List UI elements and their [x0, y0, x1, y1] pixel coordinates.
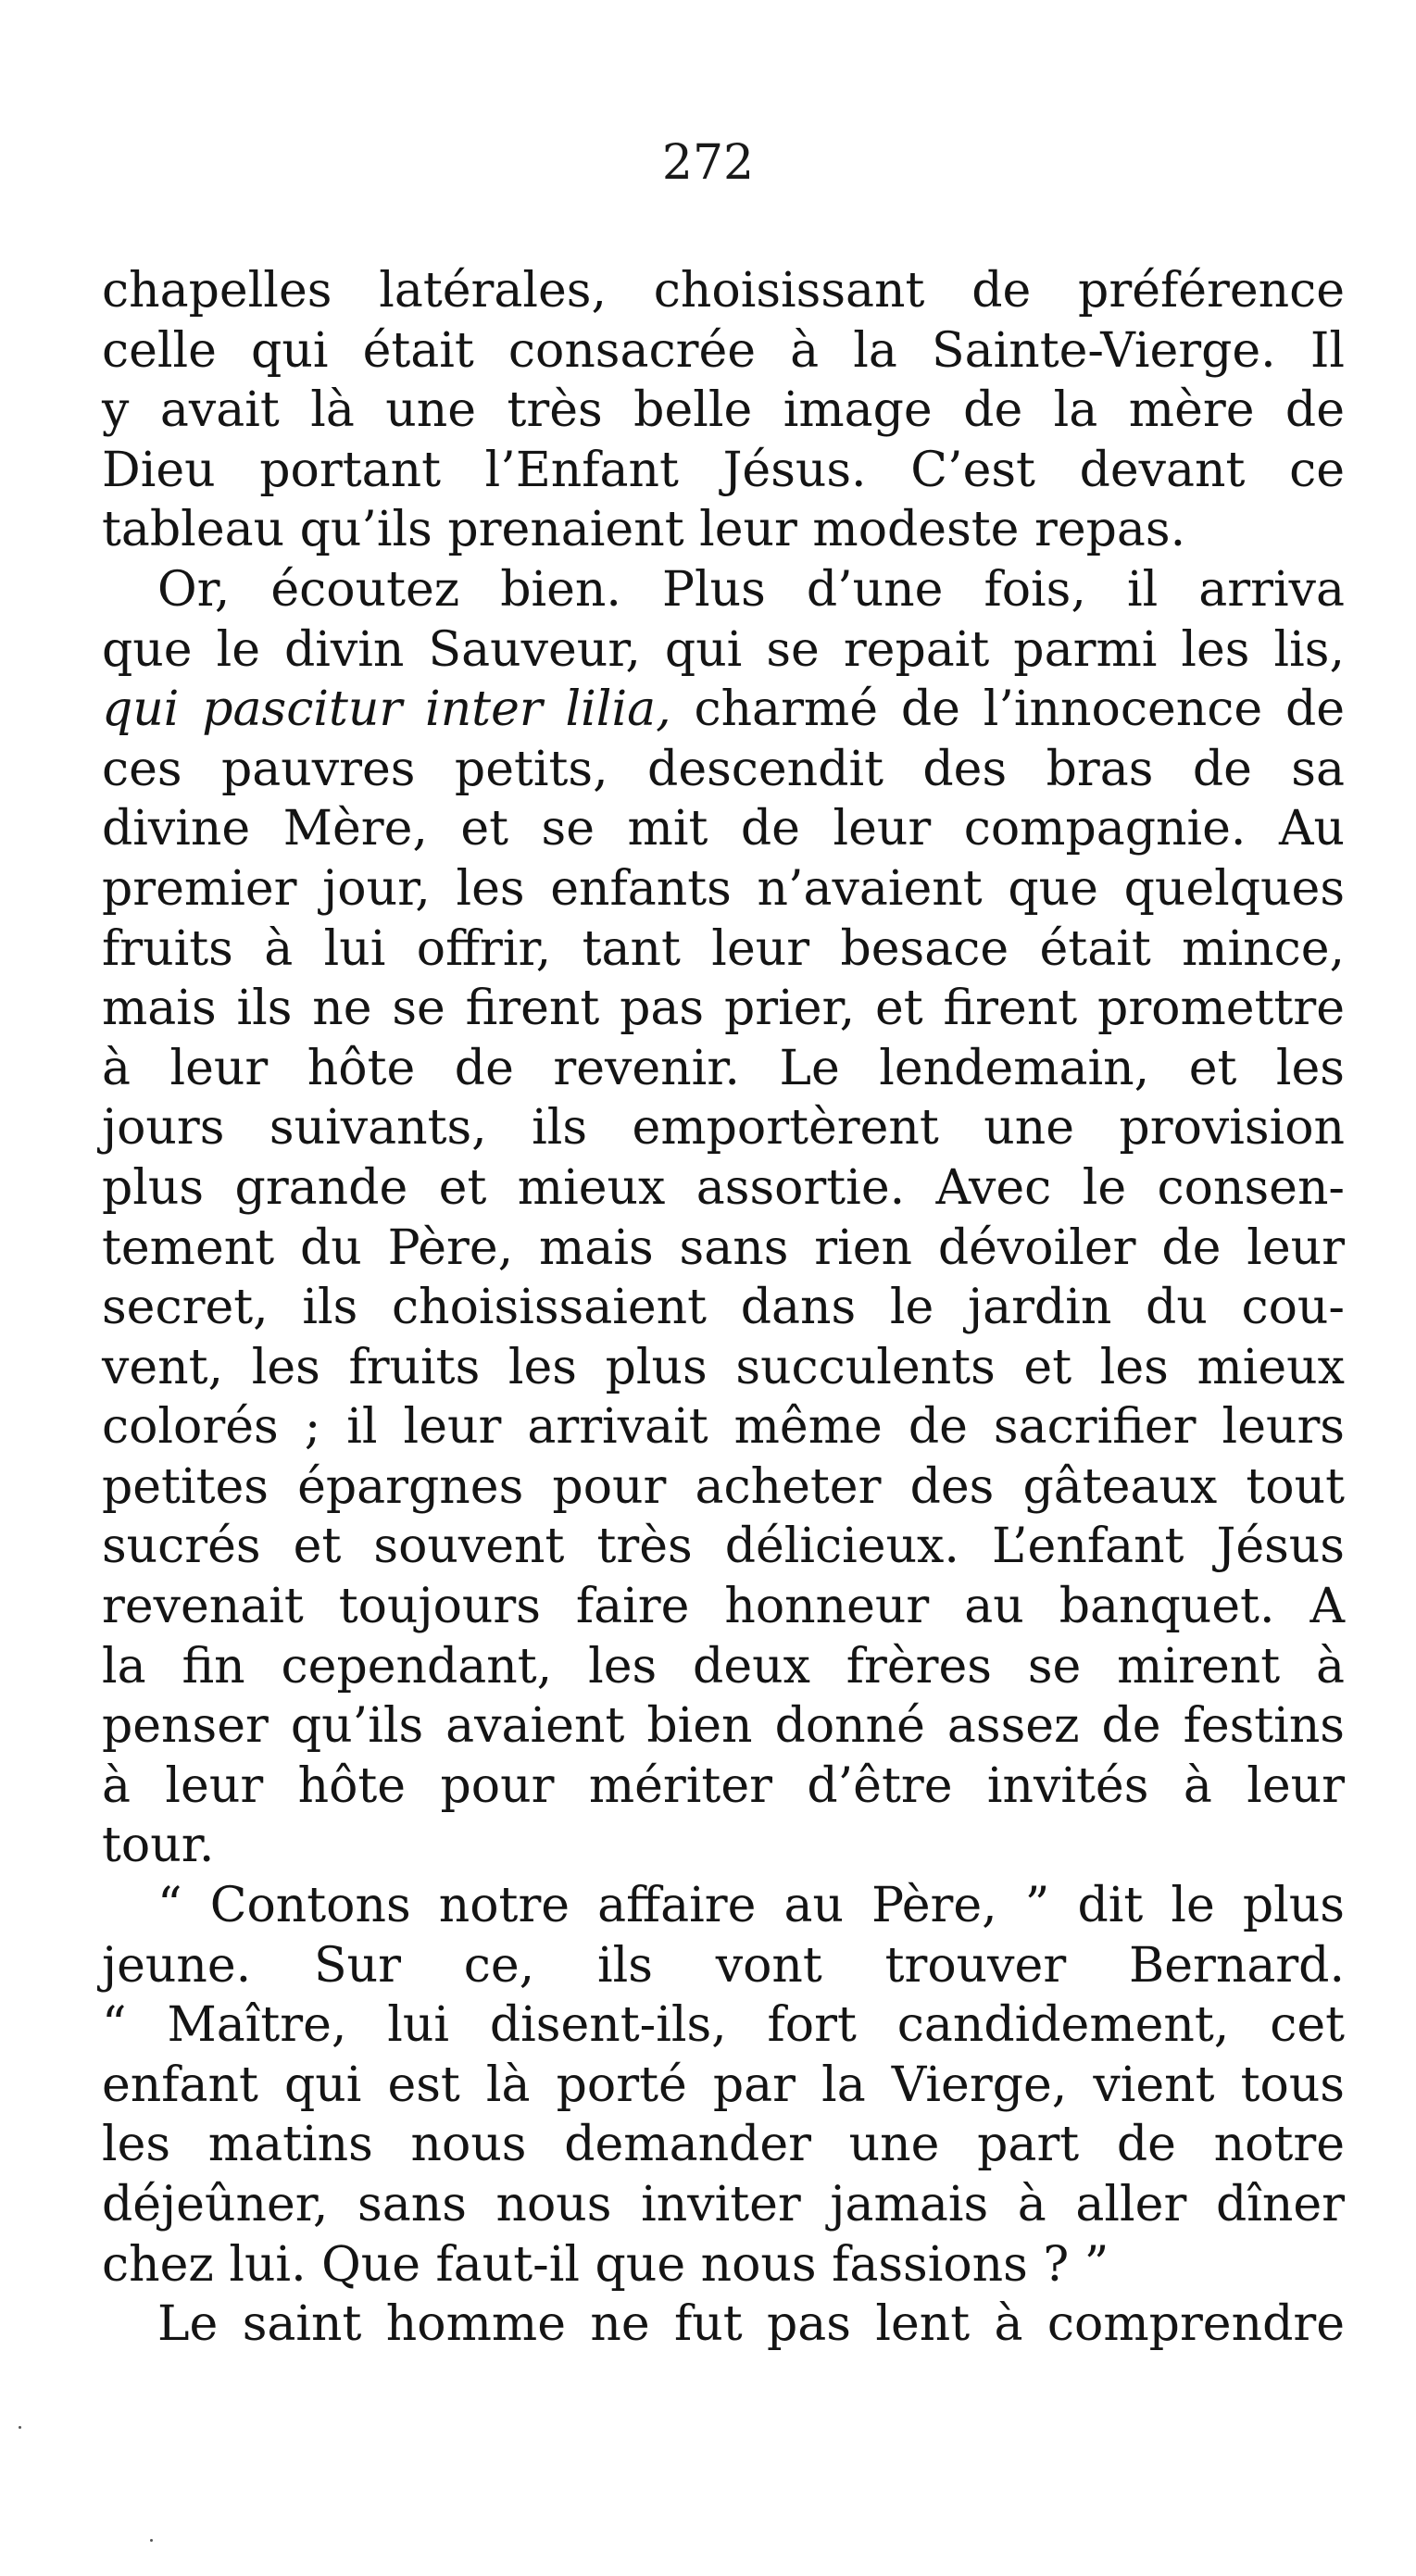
- line-text: plus grande et mieux assortie. Avec le consen-: [102, 1159, 1345, 1216]
- line-text: sucrés et souvent très délicieux. L’enfant Jésus: [102, 1519, 1345, 1575]
- text-line: [102, 1039, 1345, 1099]
- line-text: colorés ; il leur arrivait même de sacrifier leurs: [102, 1399, 1345, 1456]
- text-line: [102, 2295, 1345, 2355]
- text-line: [102, 620, 1345, 681]
- line-text: y avait là une très belle image de la mère de: [102, 382, 1345, 439]
- text-line: [102, 1936, 1345, 1996]
- line-text: charmé de l’innocence de: [670, 682, 1346, 738]
- line-text: ces pauvres petits, descendit des bras de sa: [102, 741, 1345, 797]
- text-line: [102, 2115, 1345, 2175]
- text-line: [102, 1995, 1345, 2056]
- latin-quote: qui pascitur inter lilia,: [102, 682, 671, 738]
- print-speck: [19, 2426, 21, 2429]
- line-text: Dieu portant l’Enfant Jésus. C’est devant ce: [102, 442, 1345, 498]
- text-line: [102, 2235, 1345, 2295]
- text-line: [102, 1158, 1345, 1219]
- line-text: tement du Père, mais sans rien dévoiler de leur: [102, 1219, 1345, 1276]
- line-text: divine Mère, et se mit de leur compagnie. Au: [102, 801, 1345, 857]
- text-line: [102, 799, 1345, 859]
- line-text: à leur hôte de revenir. Le lendemain, et les: [102, 1040, 1345, 1096]
- line-text: enfant qui est là porté par la Vierge, vient tous: [102, 2057, 1345, 2113]
- line-text: tableau qu’ils prenaient leur modeste repas.: [102, 502, 1186, 558]
- page-number: 272: [661, 135, 755, 191]
- text-line: [102, 1457, 1345, 1518]
- text-line: [102, 979, 1345, 1039]
- line-text: à leur hôte pour mériter d’être invités à leur: [102, 1757, 1345, 1814]
- text-line: [102, 1338, 1345, 1398]
- text-line: [102, 1278, 1345, 1338]
- line-text: celle qui était consacrée à la Sainte-Vierge. Il: [102, 322, 1345, 379]
- line-text: “ Contons notre affaire au Père, ” dit le plus: [157, 1878, 1345, 1934]
- text-line: [102, 1098, 1345, 1158]
- line-text: jeune. Sur ce, ils vont trouver Bernard.: [102, 1937, 1345, 1994]
- line-text: Or, écoutez bien. Plus d’une fois, il arriva: [157, 561, 1345, 618]
- text-line: [102, 919, 1345, 980]
- line-text: chapelles latérales, choisissant de préférence: [102, 263, 1345, 319]
- line-text: penser qu’ils avaient bien donné assez de festins: [102, 1698, 1345, 1755]
- line-text: chez lui. Que faut-il que nous fassions ? ”: [102, 2236, 1109, 2293]
- text-line: [102, 1637, 1345, 1697]
- text-line: [102, 2175, 1345, 2235]
- text-line: [102, 500, 1345, 560]
- text-line: [102, 1577, 1345, 1637]
- text-line: [102, 680, 1345, 740]
- line-text: les matins nous demander une part de notre: [102, 2117, 1345, 2173]
- print-speck: [150, 2539, 153, 2542]
- line-text: vent, les fruits les plus succulents et les mieux: [102, 1339, 1345, 1395]
- line-text: premier jour, les enfants n’avaient que quelques: [102, 860, 1345, 917]
- line-text: “ Maître, lui disent-ils, fort candidement, cet: [102, 1997, 1345, 2054]
- line-text: Le saint homme ne fut pas lent à comprendre: [157, 2296, 1345, 2353]
- text-line: [102, 441, 1345, 501]
- text-line: [102, 1219, 1345, 1279]
- text-line: [102, 1816, 1345, 1876]
- text-line: [102, 859, 1345, 919]
- text-line: [102, 261, 1345, 321]
- text-line: [102, 740, 1345, 800]
- body-text: [102, 261, 1345, 2355]
- line-text: mais ils ne se firent pas prier, et firent promettre: [102, 981, 1345, 1037]
- line-text: fruits à lui offrir, tant leur besace était mince,: [102, 920, 1345, 977]
- text-line: [102, 1696, 1345, 1757]
- text-line: [102, 1397, 1345, 1457]
- text-line: [102, 1517, 1345, 1577]
- line-text: déjeûner, sans nous inviter jamais à aller dîner: [102, 2177, 1345, 2232]
- line-text: que le divin Sauveur, qui se repait parmi les lis,: [102, 621, 1345, 678]
- line-text: jours suivants, ils emportèrent une provision: [102, 1100, 1345, 1157]
- text-line: [102, 2056, 1345, 2116]
- line-text: petites épargnes pour acheter des gâteaux tout: [102, 1458, 1345, 1515]
- text-line: [102, 560, 1345, 620]
- line-text: revenait toujours faire honneur au banquet. A: [102, 1579, 1345, 1635]
- text-line: [102, 321, 1345, 381]
- text-line: [102, 1757, 1345, 1817]
- line-text: la fin cependant, les deux frères se mirent à: [102, 1638, 1345, 1694]
- text-line: [102, 381, 1345, 441]
- line-text: secret, ils choisissaient dans le jardin du cou-: [102, 1280, 1345, 1336]
- line-text: tour.: [102, 1818, 215, 1874]
- text-line: [102, 1876, 1345, 1936]
